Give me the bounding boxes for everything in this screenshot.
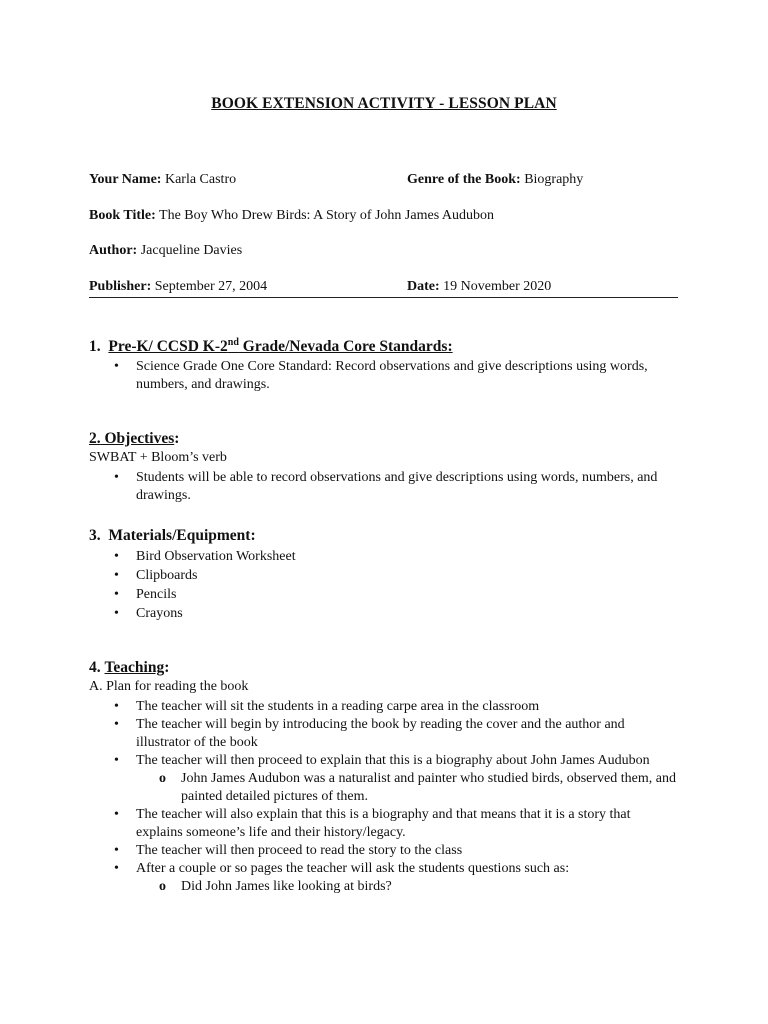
publisher-label: Publisher:	[89, 279, 152, 294]
name-field	[89, 172, 236, 188]
author-label: Author:	[89, 243, 138, 258]
sub-list-item: o Did John James like looking at birds?	[159, 879, 392, 894]
list-item: • Clipboards	[114, 568, 198, 583]
list-item: • After a couple or so pages the teacher will ask the students questions such as: o Did John James like looking at birds?	[136, 860, 676, 896]
list-item: • Students will be able to record observations and give descriptions using words, numbers, and drawings.	[114, 470, 658, 503]
section-1-number: 1.	[89, 338, 101, 356]
book-title-label: Book Title:	[89, 208, 156, 223]
section-2-heading	[89, 430, 179, 448]
name-label: Your Name:	[89, 172, 162, 187]
date-label: Date:	[407, 279, 440, 294]
genre-value: Biography	[524, 172, 584, 187]
section-3-number: 3.	[89, 527, 101, 544]
section-4-title: Teaching	[104, 659, 165, 676]
date-field	[407, 279, 551, 295]
section-3-heading	[89, 527, 256, 545]
section-1-title	[108, 338, 452, 355]
sub-list-item-text: John James Audubon was a naturalist and painter who studied birds, observed them, and painted detailed pictures of them.	[181, 771, 676, 804]
section-1-title-a: Pre-K/ CCSD K-2	[108, 338, 228, 356]
header-divider	[89, 297, 678, 298]
section-4-colon: :	[164, 659, 170, 676]
publisher-value: September 27, 2004	[154, 279, 268, 294]
section-4-sublist-2	[136, 878, 676, 896]
page-title: BOOK EXTENSION ACTIVITY - LESSON PLAN	[211, 95, 557, 112]
list-item-text: The teacher will then proceed to read the story to the class	[136, 843, 463, 858]
section-1-title-sup: nd	[227, 337, 239, 348]
sub-list-item-text: Did John James like looking at birds?	[181, 879, 392, 894]
section-4-sublist-1	[136, 770, 676, 806]
list-item: • The teacher will begin by introducing the book by reading the cover and the author and illustrator of the book	[114, 717, 625, 750]
list-item: • The teacher will also explain that this is a biography and that means that it is a story that explains someone’s life and their history/legacy.	[114, 807, 631, 840]
section-2-list	[114, 469, 676, 505]
list-item-text: The teacher will also explain that this is a biography and that means that it is a story that explains someone’s life and their history/legacy.	[136, 807, 631, 840]
list-item-text: The teacher will sit the students in a reading carpe area in the classroom	[136, 699, 540, 714]
list-item-text: Bird Observation Worksheet	[136, 549, 296, 564]
section-1-list	[114, 358, 676, 394]
genre-label: Genre of the Book:	[407, 172, 521, 187]
book-title-field	[89, 208, 494, 224]
sub-list-item: o John James Audubon was a naturalist and painter who studied birds, observed them, and painted detailed pictures of them.	[159, 771, 676, 804]
list-item-text: Science Grade One Core Standard: Record observations and give descriptions using words, numbers, and drawings.	[136, 359, 648, 392]
section-3-list	[114, 547, 676, 623]
section-3-title: Materials/Equipment:	[108, 527, 256, 544]
list-item: • Science Grade One Core Standard: Record observations and give descriptions using words, numbers, and drawings.	[114, 359, 648, 392]
list-item: • Bird Observation Worksheet	[114, 549, 296, 564]
section-2-intro: SWBAT + Bloom’s verb	[89, 450, 227, 465]
section-4-heading	[89, 659, 169, 677]
section-4-number: 4.	[89, 659, 101, 676]
list-item-text: Clipboards	[136, 568, 198, 583]
list-item-text: The teacher will begin by introducing the book by reading the cover and the author and illustrator of the book	[136, 717, 625, 750]
list-item: • Crayons	[114, 606, 183, 621]
list-item-text: Crayons	[136, 606, 183, 621]
name-value: Karla Castro	[164, 172, 237, 187]
list-item: • The teacher will then proceed to read the story to the class	[114, 843, 463, 858]
publisher-field	[89, 279, 267, 295]
book-title-value: The Boy Who Drew Birds: A Story of John James Audubon	[159, 208, 494, 223]
list-item: • The teacher will then proceed to explain that this is a biography about John James Audubon o John James Audubon was a naturalist and painter who studied birds, observed them, and painted detailed pictures of them.	[114, 753, 676, 804]
list-item-text: Students will be able to record observations and give descriptions using words, numbers, and drawings.	[136, 470, 658, 503]
list-item: • The teacher will sit the students in a reading carpe area in the classroom	[114, 699, 540, 714]
list-item-text: After a couple or so pages the teacher will ask the students questions such as:	[136, 861, 570, 876]
genre-field	[407, 172, 583, 188]
list-item-text: Pencils	[136, 587, 177, 602]
section-2-number: 2.	[89, 430, 101, 447]
author-value: Jacqueline Davies	[140, 243, 243, 258]
list-item-text: The teacher will then proceed to explain that this is a biography about John James Audubon	[136, 753, 650, 768]
section-2-colon: :	[174, 430, 180, 447]
section-1-heading	[89, 337, 453, 356]
date-value: 19 November 2020	[443, 279, 552, 294]
section-1-title-b: Grade/Nevada Core Standards:	[238, 338, 453, 356]
list-item: • Pencils	[114, 587, 177, 602]
section-4-intro: A. Plan for reading the book	[89, 679, 249, 694]
section-2-title: Objectives	[100, 430, 175, 447]
section-4-list	[114, 698, 676, 896]
author-field	[89, 243, 242, 259]
